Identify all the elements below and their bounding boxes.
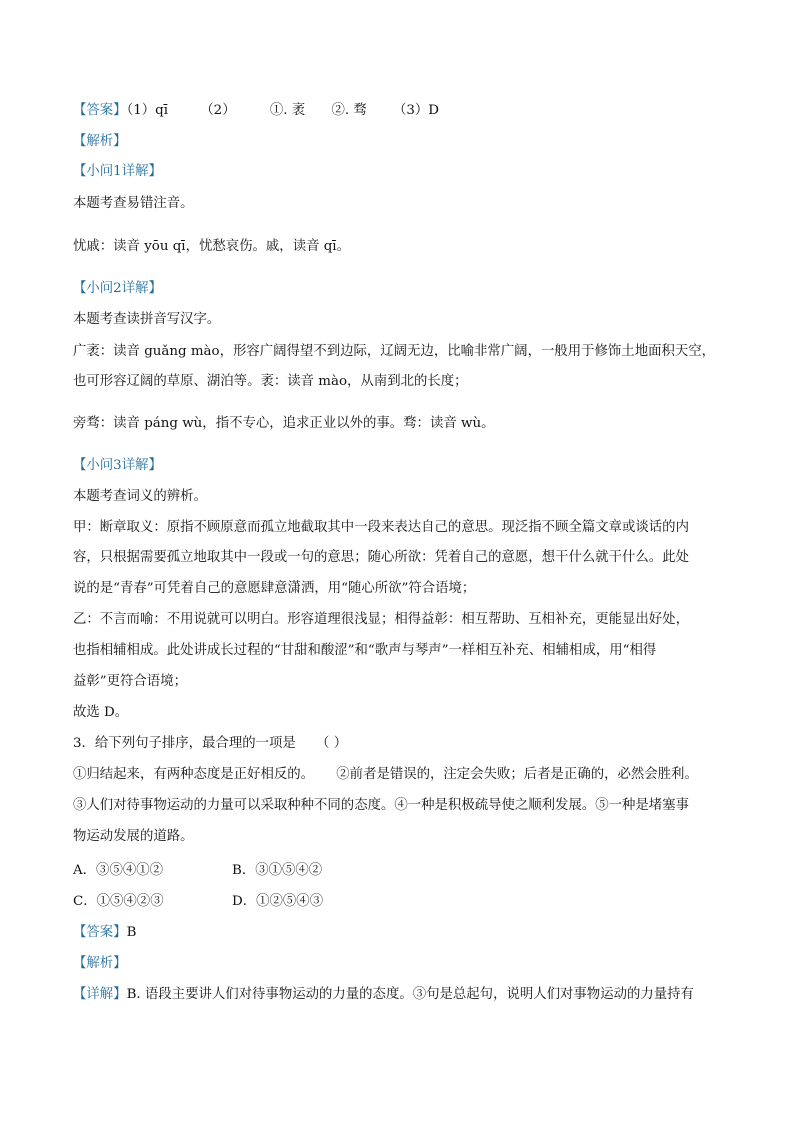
answer-line bbox=[73, 101, 439, 121]
sub3-heading bbox=[73, 456, 162, 476]
sub3-line-7: 益彰”更符合语境； bbox=[73, 674, 187, 689]
answer-part-5: （3）D bbox=[393, 103, 440, 118]
question-3-answer bbox=[73, 923, 136, 943]
sub2-head: 【小问2详解】 bbox=[73, 281, 162, 296]
question-3-detail bbox=[73, 985, 694, 1005]
sub3-line-5: 乙：不言而喻：不用说就可以明白。形容道理很浅显；相得益彰：相互帮助、互相补充，更能显出好处， bbox=[73, 612, 689, 627]
option-d: D．①②⑤④③ bbox=[232, 894, 324, 909]
question-3-stem bbox=[73, 734, 347, 754]
sentence-2: ②前者是错误的，注定会失败；后者是正确的，必然会胜利。 bbox=[336, 767, 698, 782]
sub2-line-4: 旁骛：读音 páng wù，指不专心，追求正业以外的事。骛：读音 wù。 bbox=[73, 416, 495, 431]
sub3-line-6: 也指相辅相成。此处讲成长过程的“甘甜和酸涩”和“歌声与琴声”一样相互补充、相辅相成，用“相得 bbox=[73, 643, 657, 658]
answer-part-2: （2） bbox=[200, 103, 236, 118]
question-3-sentences-3: 物运动发展的道路。 bbox=[73, 829, 194, 844]
sub3-head: 【小问3详解】 bbox=[73, 458, 162, 473]
detail-text-q3: B. 语段主要讲人们对待事物运动的力量的态度。③句是总起句，说明人们对事物运动的力量持有 bbox=[126, 987, 694, 1002]
sentence-1: ①归结起来，有两种态度是正好相反的。 bbox=[73, 767, 315, 782]
sub2-line-2: 广袤：读音 guǎng mào，形容广阔得望不到边际，辽阔无边，比喻非常广阔，一般用于修饰土地面积天空， bbox=[73, 344, 716, 359]
sub3-line-1: 本题考查词义的辨析。 bbox=[73, 489, 207, 504]
answer-value-q3: B bbox=[126, 925, 137, 940]
question-3-sentences-2: ③人们对待事物运动的力量可以采取种种不同的态度。④一种是积极疏导使之顺利发展。⑤一种是堵塞事 bbox=[73, 798, 689, 813]
analysis-tag: 【解析】 bbox=[73, 134, 127, 149]
sub3-line-2: 甲：断章取义：原指不顾原意而孤立地截取其中一段来表达自己的意思。现泛指不顾全篇文章或谈话的内 bbox=[73, 520, 689, 535]
question-3-paren: （ ） bbox=[316, 736, 348, 751]
option-a: A．③⑤④①② bbox=[73, 863, 164, 878]
answer-tag-q3: 【答案】 bbox=[73, 925, 127, 940]
sub3-line-4: 说的是“青春”可凭着自己的意愿肆意潇洒，用“随心所欲”符合语境； bbox=[73, 581, 476, 596]
answer-part-3: ①. 袤 bbox=[269, 103, 306, 118]
option-c: C．①⑤④②③ bbox=[73, 894, 164, 909]
sub1-line-2: 忧戚：读音 yōu qī，忧愁哀伤。戚，读音 qī。 bbox=[73, 239, 350, 254]
sub1-head: 【小问1详解】 bbox=[73, 164, 162, 179]
sub2-line-3: 也可形容辽阔的草原、湖泊等。袤：读音 mào，从南到北的长度； bbox=[73, 374, 468, 389]
sub1-line-1: 本题考查易错注音。 bbox=[73, 196, 194, 211]
sub1-heading bbox=[73, 162, 162, 182]
answer-tag: 【答案】 bbox=[73, 103, 127, 118]
detail-tag-q3: 【详解】 bbox=[73, 987, 127, 1002]
question-3-sentences-1 bbox=[73, 765, 698, 785]
option-b: B．③①⑤④② bbox=[232, 863, 323, 878]
sub2-heading bbox=[73, 279, 162, 299]
question-3-text: 3．给下列句子排序，最合理的一项是 bbox=[73, 736, 296, 751]
sub2-line-1: 本题考查读拼音写汉字。 bbox=[73, 312, 221, 327]
answer-part-1: （1）qī bbox=[126, 103, 169, 118]
answer-part-4: ②. 骛 bbox=[331, 103, 367, 118]
sub3-line-8: 故选 D。 bbox=[73, 705, 129, 720]
sub3-line-3: 容，只根据需要孤立地取其中一段或一句的意思；随心所欲：凭着自己的意愿，想干什么就干什么。此处 bbox=[73, 550, 689, 565]
analysis-tag-q3: 【解析】 bbox=[73, 956, 127, 971]
